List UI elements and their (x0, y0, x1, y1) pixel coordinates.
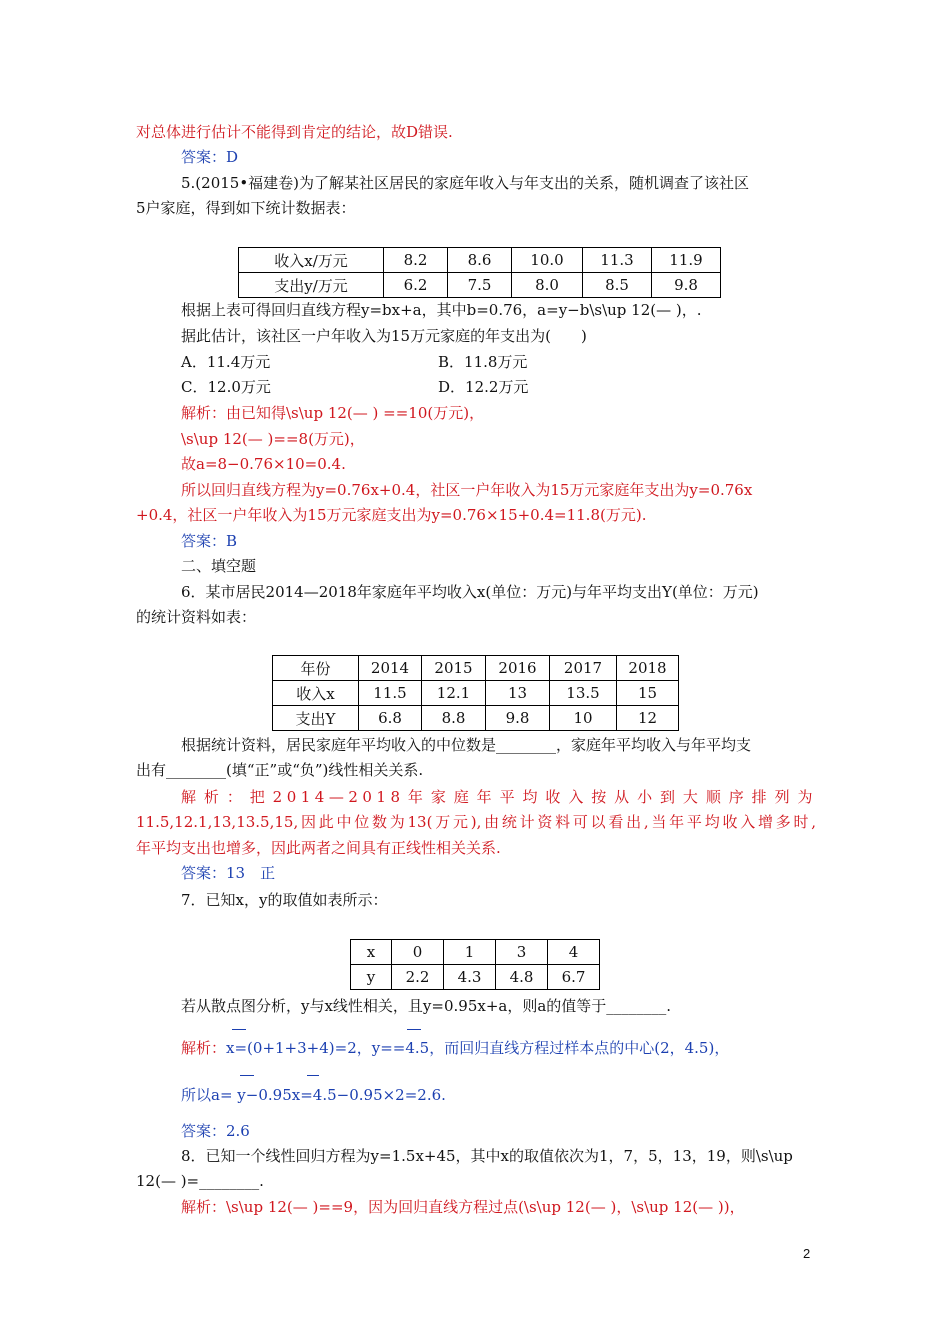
table-cell: 8.8 (422, 706, 486, 731)
option-a: A．11.4万元 (181, 353, 271, 371)
table-cell: 8.0 (512, 273, 583, 298)
household-table (272, 655, 679, 731)
text-line: 根据统计资料，居民家庭年平均收入的中位数是________，家庭年平均收入与年平均支 (181, 736, 752, 754)
table-cell: 2015 (422, 656, 486, 681)
table-cell: 9.8 (486, 706, 550, 731)
solution-line (181, 1037, 729, 1059)
table-cell: 2.2 (392, 965, 444, 990)
table-row (239, 273, 721, 298)
solution-text: =(0+1+3+4)=2， (234, 1039, 372, 1057)
answer-line: 答案：D (181, 148, 239, 166)
text-line: 5户家庭，得到如下统计数据表： (136, 199, 356, 217)
table-cell: 4 (548, 940, 600, 965)
answer-line: 答案：13 正 (181, 864, 276, 882)
solution-label: 解析： (181, 1039, 227, 1057)
row-header-cell: x (351, 940, 392, 965)
table-cell: 8.5 (583, 273, 652, 298)
text-line: 根据上表可得回归直线方程y=bx+a，其中b=0.76，a=y−b\s\up 12(— )，. (181, 301, 702, 319)
table-cell: 2017 (550, 656, 617, 681)
text-line: 对总体进行估计不能得到肯定的结论，故D错误. (136, 123, 453, 141)
table-row (273, 681, 679, 706)
row-header-cell: 收入x (273, 681, 359, 706)
table-cell: 8.6 (448, 248, 512, 273)
table-cell: 3 (496, 940, 548, 965)
row-header-cell: y (351, 965, 392, 990)
row-header-cell: 支出Y (273, 706, 359, 731)
solution-text: 所以a= (181, 1086, 233, 1104)
table-cell: 4.8 (496, 965, 548, 990)
overbar (307, 1075, 319, 1076)
option-c: C．12.0万元 (181, 378, 271, 396)
table-cell: 7.5 (448, 273, 512, 298)
option-d: D．12.2万元 (438, 378, 529, 396)
x-symbol: x (226, 1039, 235, 1057)
text-line: 12(— )=________. (136, 1172, 264, 1190)
solution-line: 解析：\s\up 12(— )==9，因为回归直线方程过点(\s\up 12(— )，\s\up 12(— ))， (181, 1198, 745, 1216)
solution-line: 解析：把2014—2018年家庭年平均收入按从小到大顺序排列为 (181, 788, 817, 806)
table-cell: 6.7 (548, 965, 600, 990)
row-header-cell: 收入x/万元 (239, 248, 384, 273)
question-6: 6．某市居民2014—2018年家庭年平均收入x(单位：万元)与年平均支出Y(单位：万元) (181, 583, 759, 601)
table-cell: 8.2 (384, 248, 448, 273)
solution-line (181, 1084, 446, 1106)
x-bar-symbol (226, 1039, 234, 1057)
xy-table (350, 939, 600, 990)
table-cell: 1 (444, 940, 496, 965)
table-cell: 11.3 (583, 248, 652, 273)
solution-line: 故a=8−0.76×10=0.4. (181, 455, 346, 473)
table-cell: 2016 (486, 656, 550, 681)
question-5: 5.(2015•福建卷)为了解某社区居民的家庭年收入与年支出的关系，随机调查了该社区 (181, 174, 750, 192)
solution-text: −0.95 (245, 1086, 292, 1104)
overbar (240, 1075, 254, 1076)
section-heading: 二、填空题 (181, 557, 257, 575)
solution-text: ==4.5，而回归直线方程过样本点的中心(2，4.5)， (380, 1039, 730, 1057)
table-cell: 2014 (359, 656, 422, 681)
table-row (351, 940, 600, 965)
answer-line: 答案：2.6 (181, 1122, 250, 1140)
solution-line: 11.5,12.1,13,13.5,15,因此中位数为13(万元),由统计资料可以看出,当年平均收入增多时, (136, 813, 816, 831)
table-cell: 11.9 (652, 248, 721, 273)
overbar (232, 1029, 246, 1030)
table-cell: 6.8 (359, 706, 422, 731)
table-cell: 13.5 (550, 681, 617, 706)
question-8: 8．已知一个线性回归方程为y=1.5x+45，其中x的取值依次为1，7，5，13，19，则\s\up (181, 1147, 793, 1165)
page-number: 2 (803, 1246, 811, 1261)
table-cell: 0 (392, 940, 444, 965)
y-symbol: y (371, 1039, 381, 1057)
table-row (273, 706, 679, 731)
solution-line: 解析：由已知得\s\up 12(— ) ==10(万元)， (181, 404, 485, 422)
text-line: 若从散点图分析，y与x线性相关，且y=0.95x+a，则a的值等于________. (181, 997, 672, 1015)
income-expense-table (238, 247, 721, 298)
x-symbol: x (291, 1086, 301, 1104)
solution-line: 年平均支出也增多，因此两者之间具有正线性相关关系. (136, 839, 501, 857)
solution-line: +0.4，社区一户年收入为15万元家庭支出为y=0.76×15+0.4=11.8(万元). (136, 506, 647, 524)
solution-text: =4.5−0.95×2=2.6. (300, 1086, 446, 1104)
table-cell: 9.8 (652, 273, 721, 298)
table-cell: 4.3 (444, 965, 496, 990)
question-7: 7．已知x，y的取值如表所示： (181, 891, 388, 909)
row-header-cell: 支出y/万元 (239, 273, 384, 298)
table-cell: 13 (486, 681, 550, 706)
table-cell: 10.0 (512, 248, 583, 273)
table-cell: 12.1 (422, 681, 486, 706)
table-row (351, 965, 600, 990)
answer-line: 答案：B (181, 532, 238, 550)
table-cell: 12 (617, 706, 679, 731)
table-cell: 6.2 (384, 273, 448, 298)
table-row (239, 248, 721, 273)
table-cell: 2018 (617, 656, 679, 681)
table-row (273, 656, 679, 681)
text-line: 据此估计，该社区一户年收入为15万元家庭的年支出为( ) (181, 327, 587, 345)
table-cell: 15 (617, 681, 679, 706)
text-line: 的统计资料如表： (136, 608, 257, 626)
solution-line: 所以回归直线方程为y=0.76x+0.4，社区一户年收入为15万元家庭年支出为y=0.76x (181, 481, 753, 499)
row-header-cell: 年份 (273, 656, 359, 681)
option-b: B．11.8万元 (438, 353, 528, 371)
y-symbol: y (237, 1086, 246, 1104)
table-cell: 10 (550, 706, 617, 731)
table-cell: 11.5 (359, 681, 422, 706)
overbar (407, 1029, 421, 1030)
solution-line: \s\up 12(— )==8(万元)， (181, 430, 365, 448)
text-line: 出有________(填“正”或“负”)线性相关关系. (136, 761, 424, 779)
